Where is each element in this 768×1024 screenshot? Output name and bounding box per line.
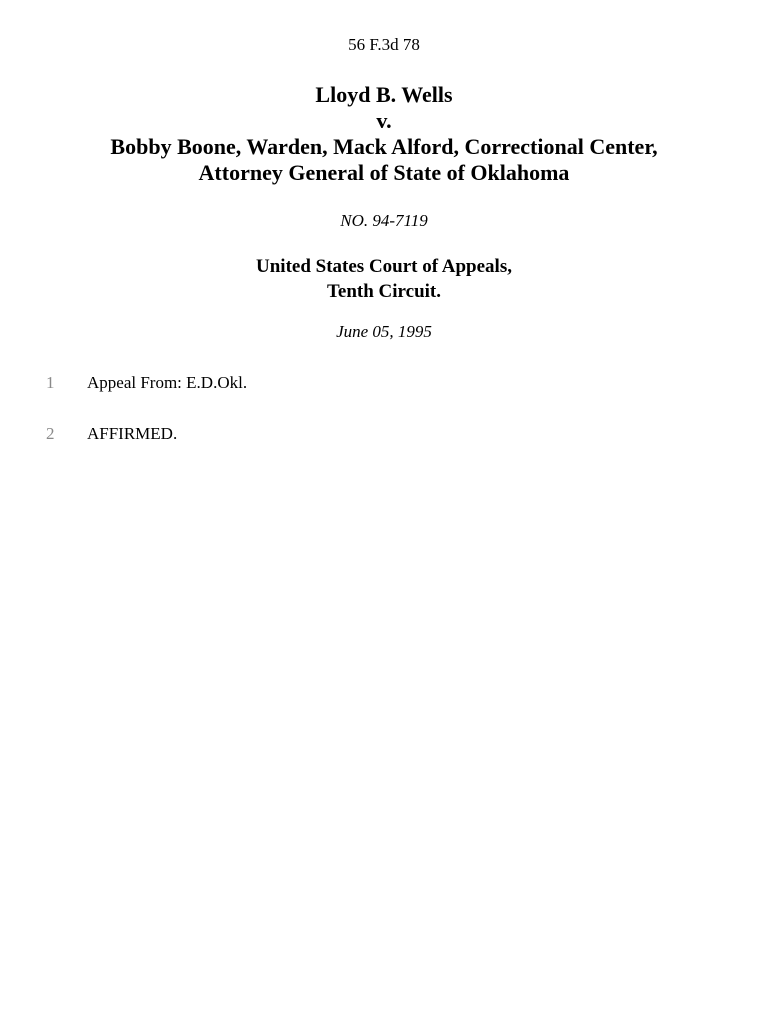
case-caption xyxy=(0,82,768,186)
court-name-line-1: United States Court of Appeals, xyxy=(256,256,512,277)
court-name xyxy=(0,254,768,304)
paragraph-text: Appeal From: E.D.Okl. xyxy=(87,373,248,392)
reporter-citation: 56 F.3d 78 xyxy=(348,35,420,54)
paragraph-text: AFFIRMED. xyxy=(87,424,178,443)
decision-date: June 05, 1995 xyxy=(336,322,432,341)
court-name-line-2: Tenth Circuit. xyxy=(326,281,442,302)
versus-label: v. xyxy=(376,108,392,133)
defendants-line-2: Attorney General of State of Oklahoma xyxy=(198,160,570,185)
paragraph-number: 1 xyxy=(46,373,55,392)
plaintiff-name: Lloyd B. Wells xyxy=(315,82,453,107)
defendants-line-1: Bobby Boone, Warden, Mack Alford, Correctional Center, xyxy=(110,134,658,159)
paragraph-number: 2 xyxy=(46,424,55,443)
docket-number: NO. 94-7119 xyxy=(340,211,428,230)
